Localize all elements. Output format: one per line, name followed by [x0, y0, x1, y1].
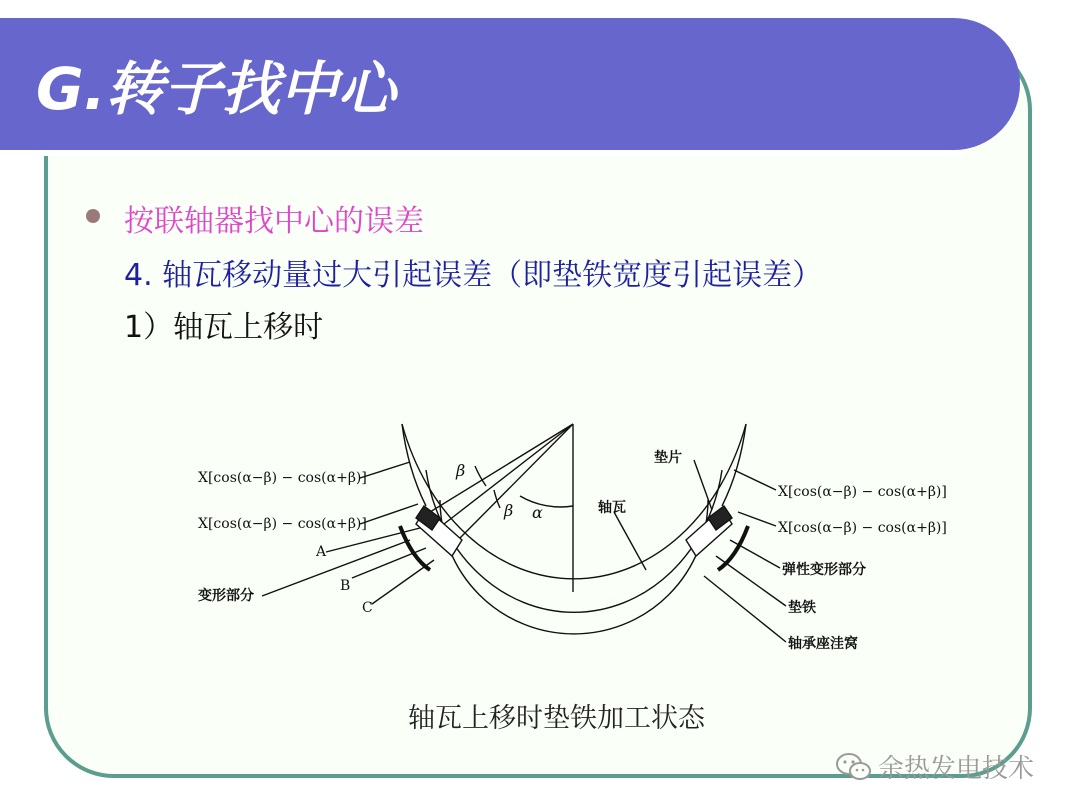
bearing-shell-inner: [440, 500, 708, 634]
label-beta-mid: β: [504, 501, 514, 520]
label-b: B: [340, 578, 351, 594]
ray-3: [458, 424, 573, 540]
label-alpha: α: [532, 503, 543, 522]
label-deform: 变形部分: [198, 588, 254, 604]
bullet-text: 按联轴器找中心的误差: [124, 204, 424, 239]
label-c: C: [362, 600, 373, 616]
alpha-arc: [520, 496, 573, 507]
sub-item: 1）轴瓦上移时: [124, 310, 324, 345]
right-formula-bottom: X[cos(α−β) − cos(α+β)]: [778, 520, 947, 536]
label-seat: 轴承座洼窝: [788, 636, 858, 652]
left-formula-top: X[cos(α−β) − cos(α+β)]: [198, 470, 367, 486]
label-elastic: 弹性变形部分: [782, 562, 866, 578]
bearing-shell-outer: [426, 470, 722, 612]
watermark-text: 余热发电技术: [878, 754, 1035, 784]
bearing-seat-arc: [402, 424, 746, 579]
label-beta-top: β: [456, 461, 466, 480]
label-a: A: [316, 544, 327, 560]
slide-title: G.转子找中心: [36, 55, 396, 123]
ray-1: [430, 424, 573, 512]
right-formula-top: X[cos(α−β) − cos(α+β)]: [778, 484, 947, 500]
label-pad: 垫铁: [788, 600, 816, 616]
watermark: [836, 748, 1034, 785]
wechat-icon: [836, 752, 872, 782]
sub-heading: 4. 轴瓦移动量过大引起误差（即垫铁宽度引起误差）: [124, 258, 823, 293]
label-bearing: 轴瓦: [598, 500, 626, 516]
left-formula-bottom: X[cos(α−β) − cos(α+β)]: [198, 516, 367, 532]
diagram-caption: 轴瓦上移时垫铁加工状态: [408, 703, 705, 734]
label-shim: 垫片: [654, 450, 682, 466]
